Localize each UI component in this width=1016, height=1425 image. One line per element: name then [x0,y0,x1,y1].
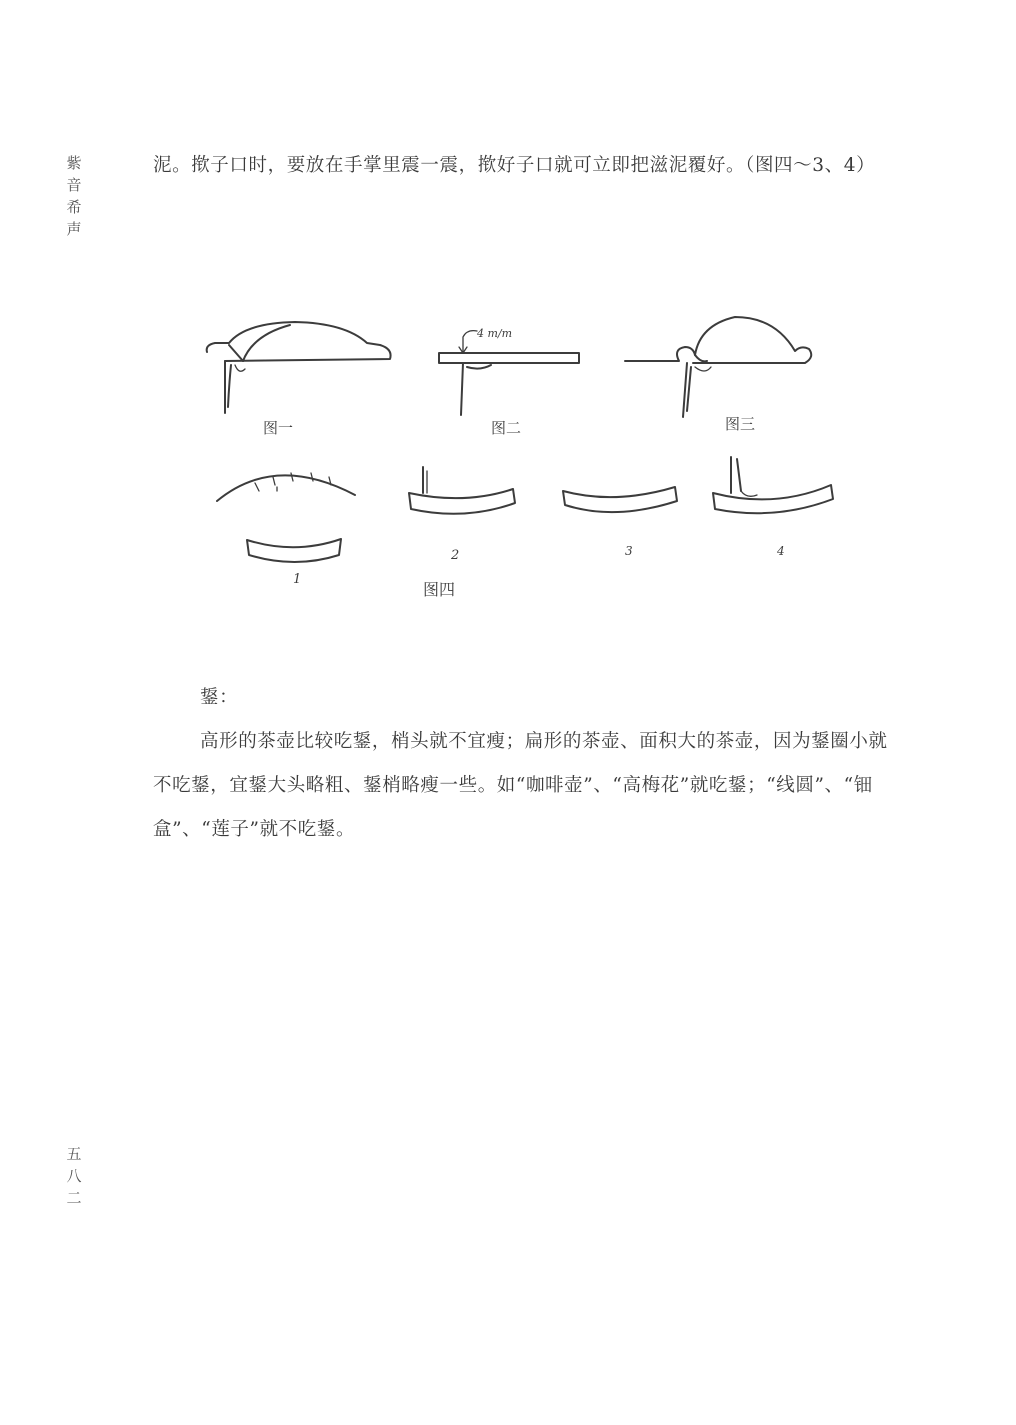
page-number-char: 二 [66,1189,82,1207]
figure-3-sketch [625,317,811,417]
dimension-label: 4 m/m [477,327,513,340]
section-heading: 鋬： [200,687,239,708]
figure-4-number-2: 2 [451,548,460,563]
figure-4-3-sketch [563,487,677,512]
figure-4-2-sketch [409,467,515,514]
figure-2-sketch [439,331,579,415]
figure-4-number-1: 1 [293,572,302,587]
page-number-char: 五 [66,1145,82,1163]
figure-4-number-3: 3 [625,544,633,558]
running-head-char: 希 [66,198,82,216]
running-head [60,152,88,240]
running-head-char: 音 [66,176,82,194]
running-head-char: 紫 [66,154,82,172]
sketch-drawing [195,305,845,610]
figure-4-1-sketch [217,473,355,562]
figure-1-sketch [207,322,391,413]
page-number-char: 八 [66,1167,82,1185]
figure-4-label: 图四 [423,580,456,599]
figure-illustration [195,305,845,610]
running-head-char: 声 [66,220,82,238]
figure-4-4-sketch [713,457,833,513]
paragraph-2: 高形的茶壶比较吃鋬，梢头就不宜瘦；扁形的茶壶、面积大的茶壶，因为鋬圈小就不吃鋬，宜鋬大头略粗、鋬梢略瘦一些。如“咖啡壶”、“高梅花”就吃鋬；“线圆”、“钿盒”、“莲子”就不吃鋬。 [153,731,888,840]
paragraph-1: 泥。揿子口时，要放在手掌里震一震，揿好子口就可立即把滋泥覆好。（图四～3、4） [153,155,876,176]
figure-3-label: 图三 [725,415,756,433]
page-number [60,1143,88,1209]
figure-4-number-4: 4 [777,544,785,558]
figure-2-label: 图二 [491,419,522,437]
figure-1-label: 图一 [263,419,294,437]
